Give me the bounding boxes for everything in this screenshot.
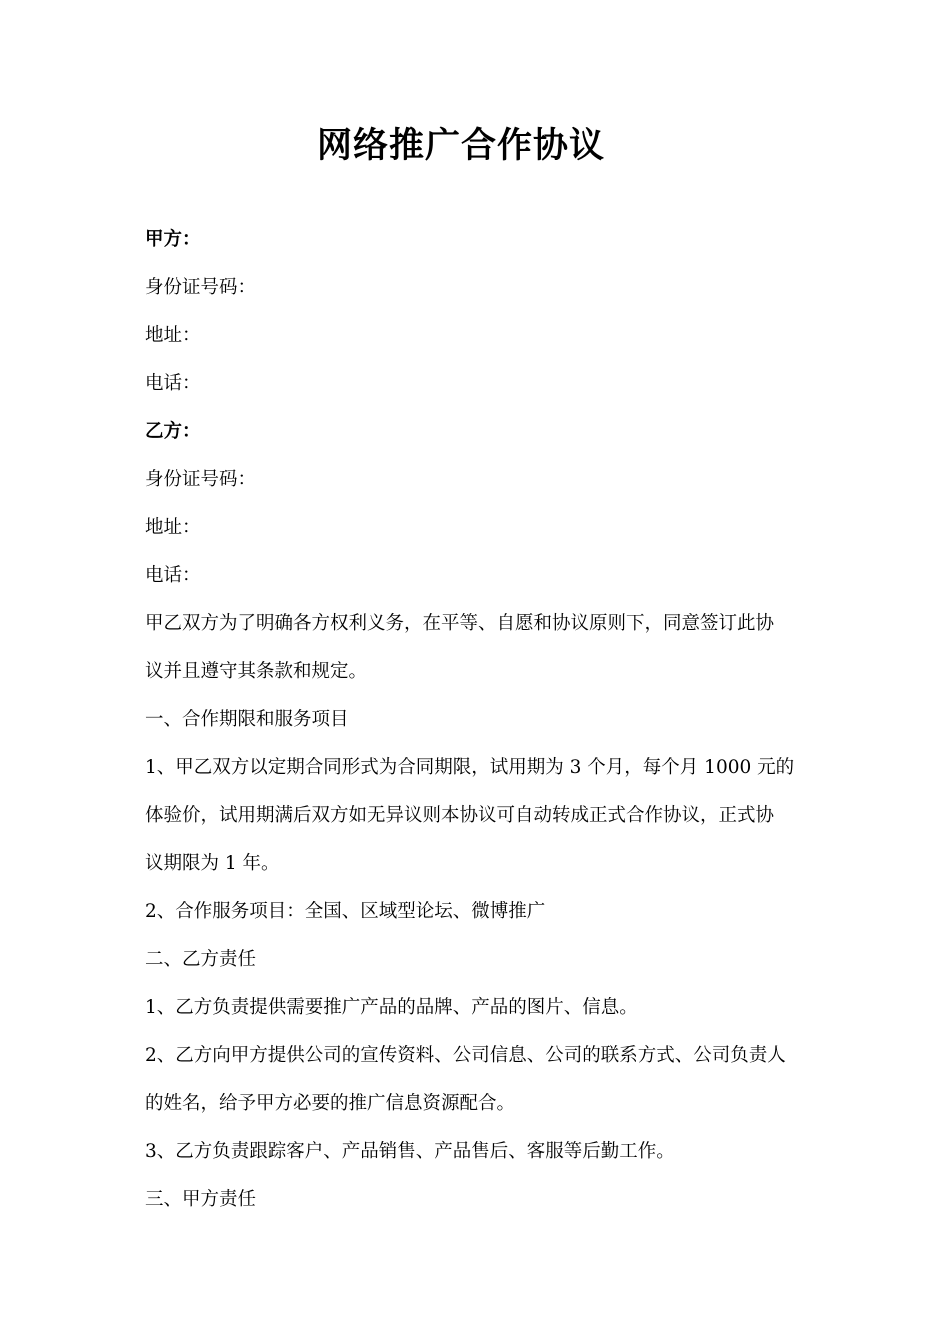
text-line: 2、合作服务项目：全国、区域型论坛、微博推广 [145, 901, 546, 922]
text-line: 三、甲方责任 [145, 1189, 257, 1210]
text-line: 议期限为 1 年。 [145, 853, 280, 874]
text-line: 体验价，试用期满后双方如无异议则本协议可自动转成正式合作协议，正式协 [145, 805, 775, 826]
text-line: 2、乙方向甲方提供公司的宣传资料、公司信息、公司的联系方式、公司负责人 [145, 1045, 786, 1066]
text-line: 身份证号码： [145, 469, 257, 490]
text-line: 1、乙方负责提供需要推广产品的品牌、产品的图片、信息。 [145, 997, 638, 1018]
party-heading: 乙方： [145, 421, 201, 442]
text-line: 议并且遵守其条款和规定。 [145, 661, 368, 682]
text-line: 1、甲乙双方以定期合同形式为合同期限，试用期为 3 个月，每个月 1000 元的 [145, 757, 795, 778]
text-line: 地址： [145, 517, 201, 538]
text-line: 3、乙方负责跟踪客户、产品销售、产品售后、客服等后勤工作。 [145, 1141, 675, 1162]
text-line: 电话： [145, 373, 201, 394]
text-line: 电话： [145, 565, 201, 586]
party-heading: 甲方： [145, 229, 201, 250]
document-title: 网络推广合作协议 [316, 126, 605, 166]
document-body [145, 216, 810, 1224]
text-line: 二、乙方责任 [145, 949, 257, 970]
text-line: 一、合作期限和服务项目 [145, 709, 349, 730]
text-line: 身份证号码： [145, 277, 257, 298]
text-line: 的姓名，给予甲方必要的推广信息资源配合。 [145, 1093, 516, 1114]
text-line: 地址： [145, 325, 201, 346]
text-line: 甲乙双方为了明确各方权利义务，在平等、自愿和协议原则下，同意签订此协 [145, 613, 775, 634]
